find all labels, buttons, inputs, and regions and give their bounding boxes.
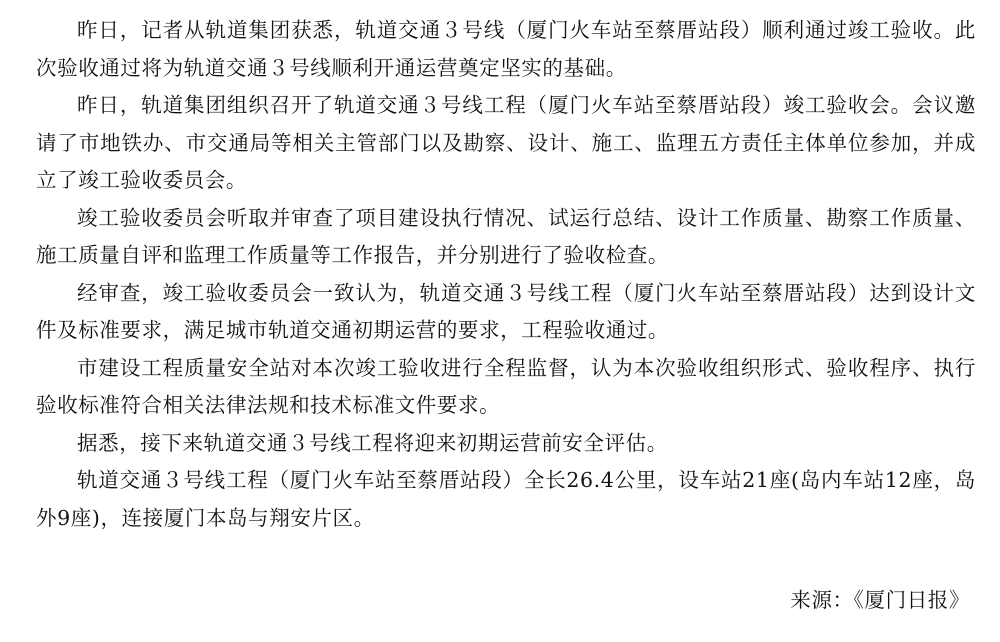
article-paragraph: 经审查，竣工验收委员会一致认为，轨道交通３号线工程（厦门火车站至蔡厝站段）达到设计文件及标准要求，满足城市轨道交通初期运营的要求，工程验收通过。 bbox=[36, 280, 976, 342]
article-body bbox=[36, 12, 976, 537]
article-paragraph: 昨日，记者从轨道集团获悉，轨道交通３号线（厦门火车站至蔡厝站段）顺利通过竣工验收。此次验收通过将为轨道交通３号线顺利开通运营奠定坚实的基础。 bbox=[36, 18, 976, 80]
article-source: 来源：《厦门日报》 bbox=[790, 588, 970, 612]
article-paragraph: 竣工验收委员会听取并审查了项目建设执行情况、试运行总结、设计工作质量、勘察工作质量、施工质量自评和监理工作质量等工作报告，并分别进行了验收检查。 bbox=[36, 205, 976, 267]
article-paragraph: 轨道交通３号线工程（厦门火车站至蔡厝站段）全长26.4公里，设车站21座(岛内车站12座，岛外9座)，连接厦门本岛与翔安片区。 bbox=[36, 468, 976, 530]
article-paragraph: 昨日，轨道集团组织召开了轨道交通３号线工程（厦门火车站至蔡厝站段）竣工验收会。会议邀请了市地铁办、市交通局等相关主管部门以及勘察、设计、施工、监理五方责任主体单位参加，并成立了竣工验收委员会。 bbox=[36, 93, 976, 192]
article-paragraph: 市建设工程质量安全站对本次竣工验收进行全程监督，认为本次验收组织形式、验收程序、执行验收标准符合相关法律法规和技术标准文件要求。 bbox=[36, 355, 976, 417]
article-paragraph: 据悉，接下来轨道交通３号线工程将迎来初期运营前安全评估。 bbox=[77, 430, 668, 455]
